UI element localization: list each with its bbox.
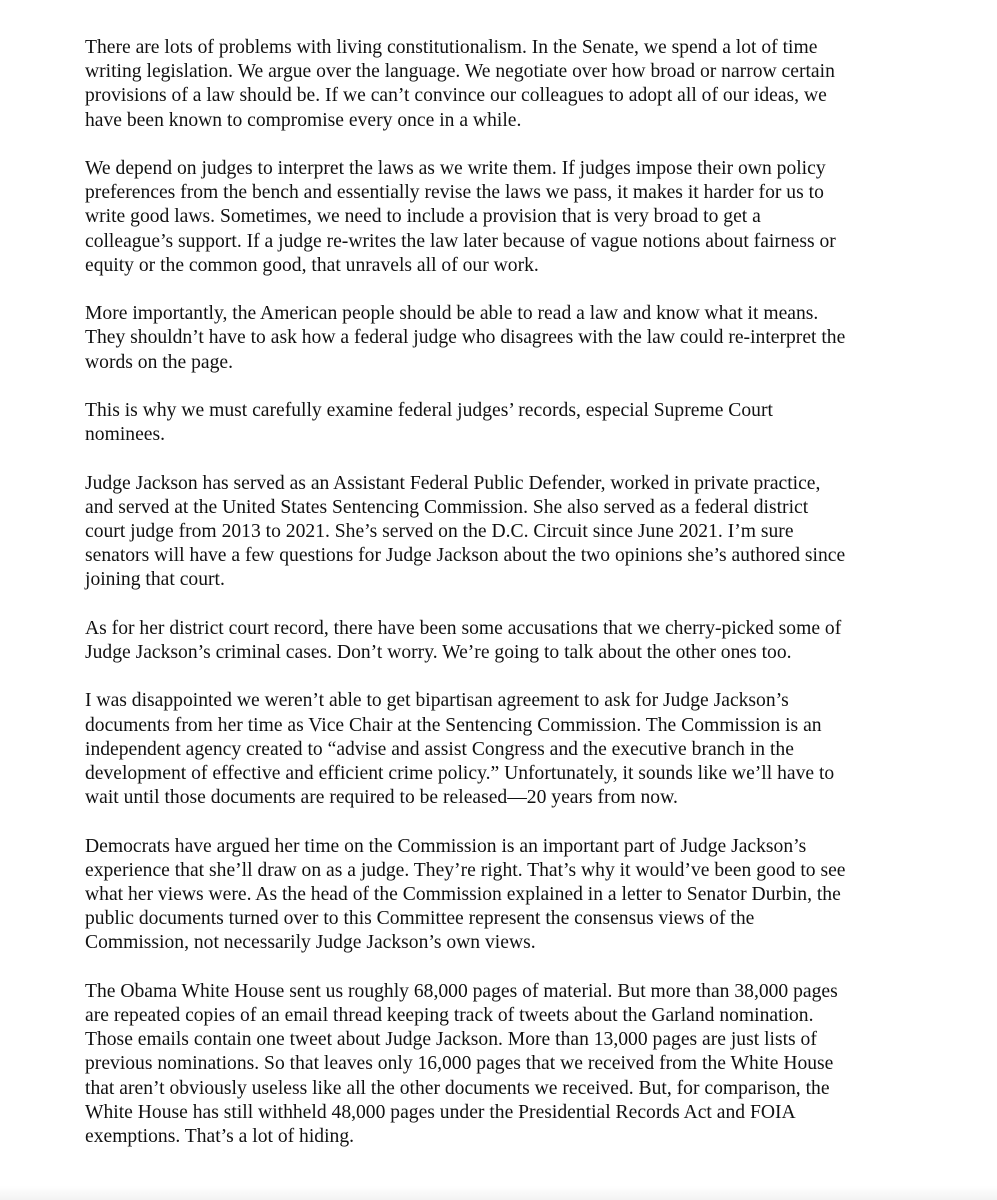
text-line: wait until those documents are required to be released—20 years from now. [85, 787, 678, 809]
text-line: are repeated copies of an email thread keeping track of tweets about the Garland nomination. [85, 1005, 814, 1026]
text-line: writing legislation. We argue over the language. We negotiate over how broad or narrow certain [85, 61, 835, 83]
text-line: senators will have a few questions for Judge Jackson about the two opinions she’s authored since [85, 545, 846, 567]
text-line: equity or the common good, that unravels all of our work. [85, 254, 539, 276]
document-body [85, 36, 925, 1149]
text-line: Judge Jackson has served as an Assistant Federal Public Defender, worked in private practice, [85, 472, 821, 494]
text-line: This is why we must carefully examine federal judges’ records, especial Supreme Court [85, 400, 773, 421]
text-line: that aren’t obviously useless like all the other documents we received. But, for comparison, the [85, 1077, 830, 1099]
text-line: There are lots of problems with living constitutionalism. In the Senate, we spend a lot of time [85, 37, 818, 58]
paragraph-1 [85, 36, 925, 133]
text-line: court judge from 2013 to 2021. She’s served on the D.C. Circuit since June 2021. I’m sure [85, 521, 794, 542]
text-line: write good laws. Sometimes, we need to include a provision that is very broad to get a [85, 206, 761, 228]
text-line: We depend on judges to interpret the laws as we write them. If judges impose their own policy [85, 158, 826, 179]
paragraph-3 [85, 302, 925, 375]
text-line: Those emails contain one tweet about Judge Jackson. More than 13,000 pages are just lists of [85, 1029, 817, 1051]
paragraph-5 [85, 472, 925, 593]
text-line: experience that she’ll draw on as a judge. They’re right. That’s why it would’ve been good to see [85, 859, 846, 881]
text-line: The Obama White House sent us roughly 68,000 pages of material. But more than 38,000 pages [85, 980, 838, 1002]
text-line: development of effective and efficient crime policy.” Unfortunately, it sounds like we’ll have to [85, 763, 835, 784]
paragraph-4 [85, 399, 925, 447]
text-line: colleague’s support. If a judge re-writes the law later because of vague notions about fairness or [85, 230, 836, 252]
text-line: joining that court. [85, 569, 225, 591]
text-line: previous nominations. So that leaves only 16,000 pages that we received from the White House [85, 1053, 834, 1075]
text-line: documents from her time as Vice Chair at the Sentencing Commission. The Commission is an [85, 714, 822, 736]
text-line: preferences from the bench and essentially revise the laws we pass, it makes it harder for us to [85, 182, 824, 204]
text-line: As for her district court record, there have been some accusations that we cherry-picked some of [85, 617, 842, 639]
paragraph-7 [85, 689, 925, 810]
text-line: Commission, not necessarily Judge Jackson’s own views. [85, 932, 536, 954]
text-line: what her views were. As the head of the Commission explained in a letter to Senator Durbin, the [85, 884, 841, 905]
text-line: and served at the United States Sentencing Commission. She also served as a federal district [85, 496, 809, 518]
text-line: nominees. [85, 424, 165, 446]
text-line: public documents turned over to this Committee represent the consensus views of the [85, 908, 755, 930]
paragraph-9 [85, 980, 925, 1149]
text-line: White House has still withheld 48,000 pages under the Presidential Records Act and FOIA [85, 1101, 796, 1123]
text-line: They shouldn’t have to ask how a federal judge who disagrees with the law could re-interpret the [85, 327, 846, 349]
paragraph-6 [85, 617, 925, 665]
paragraph-2 [85, 157, 925, 278]
text-line: exemptions. That’s a lot of hiding. [85, 1126, 355, 1148]
text-line: independent agency created to “advise and assist Congress and the executive branch in the [85, 738, 794, 760]
paragraph-8 [85, 835, 925, 956]
text-line: Judge Jackson’s criminal cases. Don’t worry. We’re going to talk about the other ones too. [85, 642, 792, 663]
text-line: have been known to compromise every once in a while. [85, 109, 522, 131]
text-line: provisions of a law should be. If we can’t convince our colleagues to adopt all of our ideas, we [85, 85, 827, 107]
text-line: Democrats have argued her time on the Commission is an important part of Judge Jackson’s [85, 835, 807, 857]
text-line: More importantly, the American people should be able to read a law and know what it means. [85, 303, 819, 325]
page-bottom-edge [0, 1186, 997, 1200]
text-line: I was disappointed we weren’t able to get bipartisan agreement to ask for Judge Jackson’s [85, 690, 789, 712]
text-line: words on the page. [85, 351, 234, 373]
